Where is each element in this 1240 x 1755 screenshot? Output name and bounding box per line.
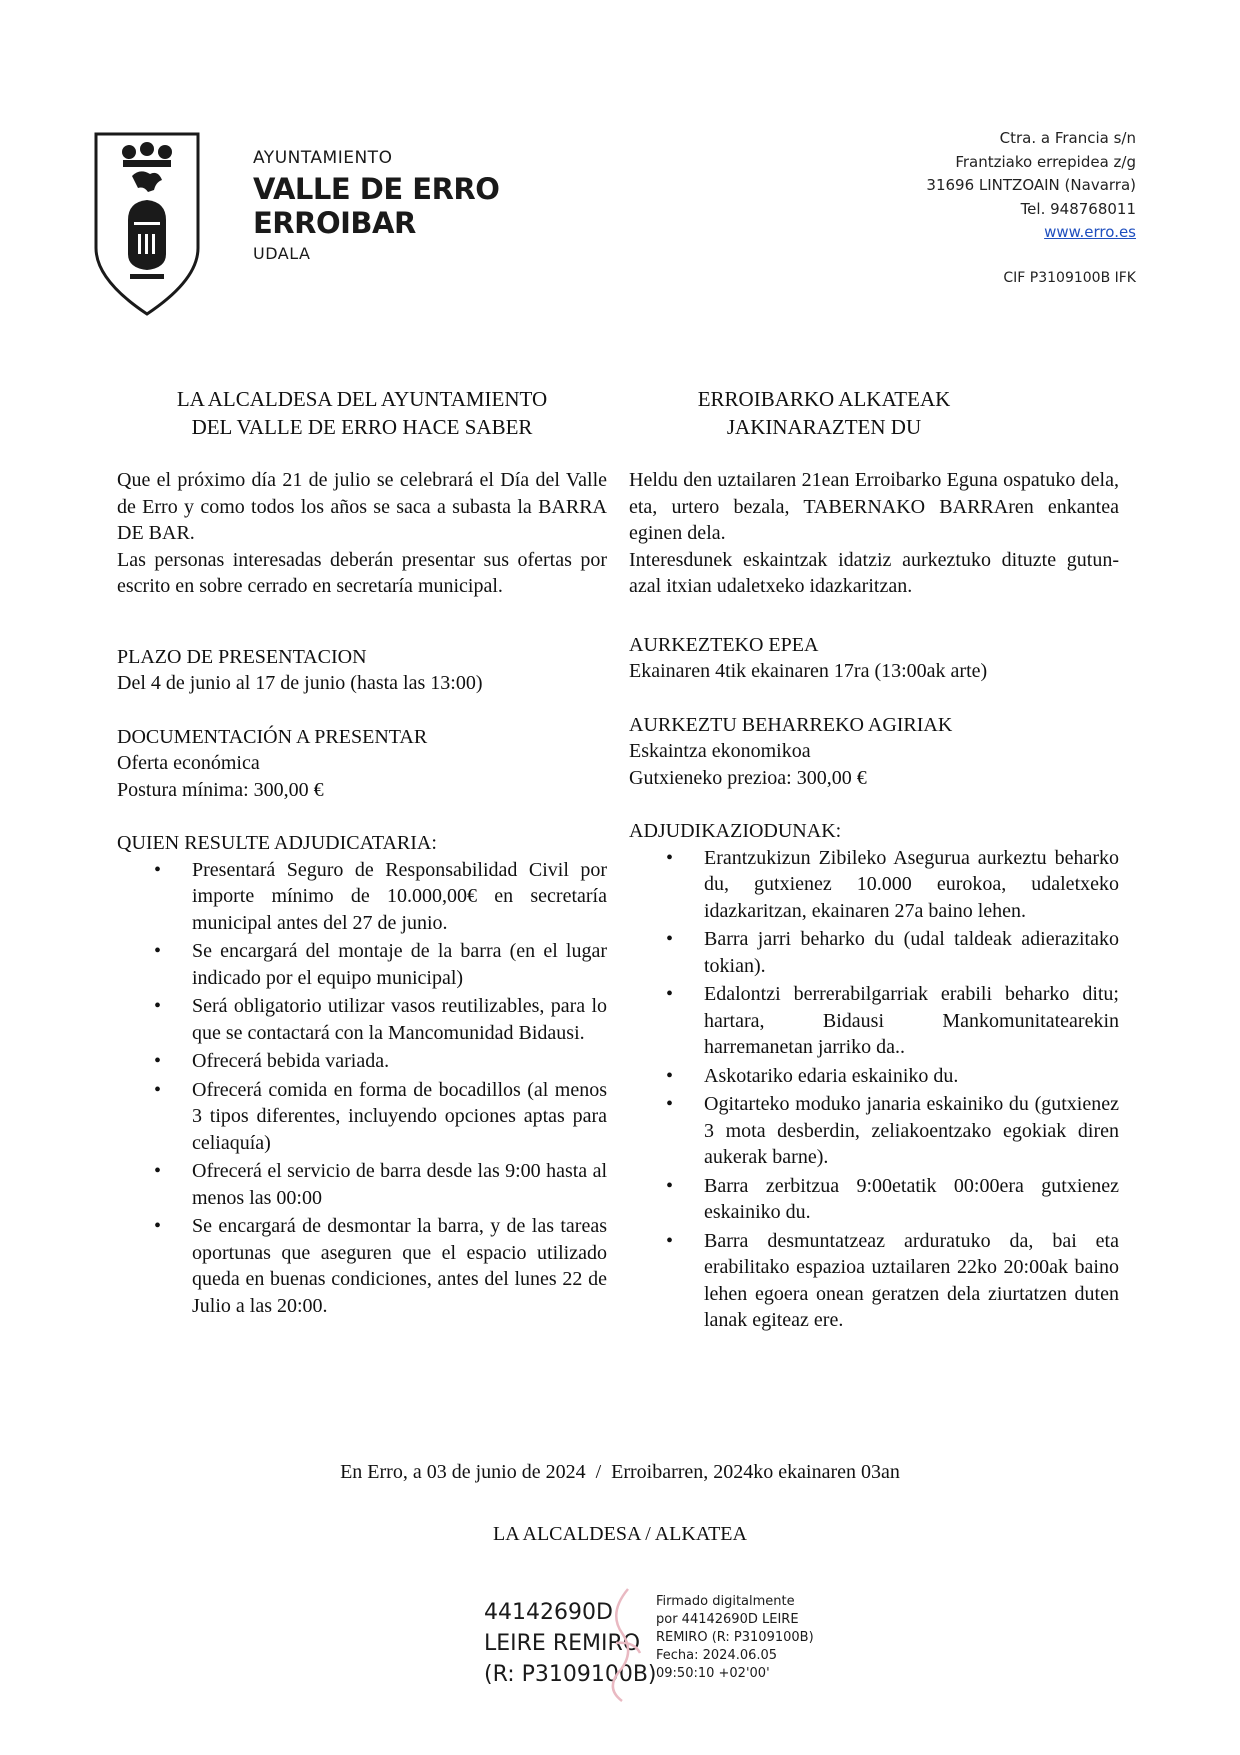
list-item: • Será obligatorio utilizar vasos reutilizables, para lo que se contactará con la Mancomunidad Bidausi. [192,993,607,1046]
list-item: • Barra zerbitzua 9:00etatik 00:00era gutxienez eskainiko du. [704,1173,1119,1226]
documentacion-item-1: Oferta económica [117,752,260,774]
agiriak-item-2: Gutxieneko prezioa: 300,00 € [629,766,867,789]
signature-id: 44142690D [484,1600,613,1625]
basque-obligations-list [629,845,1119,1334]
signature-detail-line: REMIRO (R: P3109100B) [656,1630,814,1645]
basque-heading [579,385,1069,467]
place-and-date: En Erro, a 03 de junio de 2024 / Erroibarren, 2024ko ekainaren 03an [340,1461,900,1483]
plazo-value: Del 4 de junio al 17 de junio (hasta las 13:00) [117,672,483,694]
list-item: • Barra desmuntatzeaz arduratuko da, bai eta erabilitako espazioa uztailaren 22ko 20:00ak baino lehen egoera onean geratzen dela ziurtatzen duten lanak egiteaz ere. [704,1228,1119,1334]
spanish-adjudicataria-section [117,830,607,1319]
spanish-documentacion-section [117,724,607,804]
list-item: • Se encargará del montaje de la barra (en el lugar indicado por el equipo municipal) [192,938,607,991]
spanish-heading-line-1: LA ALCALDESA DEL AYUNTAMIENTO [176,387,548,411]
epea-label: AURKEZTEKO EPEA [629,633,819,656]
list-item: • Ofrecerá comida en forma de bocadillos (al menos 3 tipos diferentes, incluyendo opciones aptas para celiaquía) [192,1077,607,1157]
agiriak-item-1: Eskaintza ekonomikoa [629,740,811,762]
list-item: • Askotariko edaria eskainiko du. [704,1063,1119,1090]
documentacion-label: DOCUMENTACIÓN A PRESENTAR [117,725,428,748]
address-line-1: Ctra. a Francia s/n [999,129,1136,147]
spanish-obligations-list [117,857,607,1320]
address-line-2: Frantziako errepidea z/g [955,152,1136,171]
signature-name: LEIRE REMIRO [484,1631,641,1656]
spanish-column [117,385,607,1321]
cif-number: CIF P3109100B IFK [1003,269,1136,286]
list-item: • Erantzukizun Zibileko Asegurua aurkeztu beharko du, gutxienez 10.000 eurokoa, udaletxeko idazkaritzan, ekainaren 27a baino lehen. [704,845,1119,925]
spanish-intro-paragraph-1: Que el próximo día 21 de julio se celebrará el Día del Valle de Erro y como todos los años se saca a subasta la BARRA DE BAR. [117,469,607,544]
adjudikaziodunak-label: ADJUDIKAZIODUNAK: [629,820,842,842]
signature-detail-line: Fecha: 2024.06.05 [656,1648,778,1663]
spanish-heading [117,385,607,467]
agiriak-label: AURKEZTU BEHARREKO AGIRIAK [629,713,953,736]
basque-column [629,385,1119,1336]
logo-line-erroibar: ERROIBAR [253,206,416,240]
logo-text [253,148,499,263]
contact-block [926,127,1136,290]
signer-title: LA ALCALDESA / ALKATEA [493,1523,747,1545]
website-link[interactable]: www.erro.es [1044,223,1136,241]
signature-ref: (R: P3109100B) [484,1662,657,1687]
plazo-label: PLAZO DE PRESENTACION [117,645,367,668]
signature-detail-line: 09:50:10 +02'00' [656,1666,770,1681]
basque-heading-line-1: ERROIBARKO ALKATEAK [697,387,951,411]
list-item: • Ofrecerá bebida variada. [192,1048,607,1075]
digital-signature-details [656,1593,814,1683]
logo-line-ayuntamiento: AYUNTAMIENTO [253,148,393,168]
spanish-plazo-section [117,644,607,697]
list-item: • Presentará Seguro de Responsabilidad Civil por importe mínimo de 10.000,00€ en secretaría municipal antes del 27 de junio. [192,857,607,937]
list-item: • Se encargará de desmontar la barra, y de las tareas oportunas que aseguren que el espacio utilizado queda en buenas condiciones, antes del lunes 22 de Julio a las 20:00. [192,1213,607,1319]
list-item: • Edalontzi berrerabilgarriak erabili beharko ditu; hartara, Bidausi Mankomunitatearekin harremanetan jarriko da.. [704,981,1119,1061]
signature-detail-line: por 44142690D LEIRE [656,1612,799,1627]
list-item: • Ofrecerá el servicio de barra desde las 9:00 hasta al menos las 00:00 [192,1158,607,1211]
logo-line-valle-de-erro: VALLE DE ERRO [253,172,500,206]
basque-heading-line-2: JAKINARAZTEN DU [726,415,922,439]
list-item: • Ogitarteko moduko janaria eskainiko du (gutxienez 3 mota desberdin, zeliakoentzako egokiak diren aukerak barne). [704,1091,1119,1171]
documentacion-item-2: Postura mínima: 300,00 € [117,778,324,801]
basque-intro [629,467,1119,600]
signature-detail-line: Firmado digitalmente [656,1594,795,1609]
signature-scribble [588,1583,658,1705]
epea-value: Ekainaren 4tik ekainaren 17ra (13:00ak arte) [629,660,988,682]
spanish-intro-paragraph-2: Las personas interesadas deberán presentar sus ofertas por escrito en sobre cerrado en secretaría municipal. [117,548,607,597]
logo-line-udala: UDALA [253,244,311,263]
spanish-intro [117,467,607,600]
basque-intro-paragraph-1: Heldu den uztailaren 21ean Erroibarko Eguna ospatuko dela, eta, urtero bezala, TABERNAKO BARRAren enkantea eginen dela. [629,469,1119,544]
basque-adjudikaziodunak-section [629,818,1119,1334]
adjudicataria-label: QUIEN RESULTE ADJUDICATARIA: [117,832,437,854]
basque-intro-paragraph-2: Interesdunek eskaintzak idatziz aurkeztuko dituzte gutun-azal itxian udaletxeko idazkaritzan. [629,548,1119,597]
list-item: • Barra jarri beharko du (udal taldeak adierazitako tokian). [704,926,1119,979]
basque-agiriak-section [629,712,1119,792]
phone-number: Tel. 948768011 [1020,199,1136,218]
address-line-3: 31696 LINTZOAIN (Navarra) [926,176,1136,194]
spanish-heading-line-2: DEL VALLE DE ERRO HACE SABER [191,415,533,439]
basque-epea-section [629,632,1119,685]
coat-of-arms-logo [92,130,202,318]
